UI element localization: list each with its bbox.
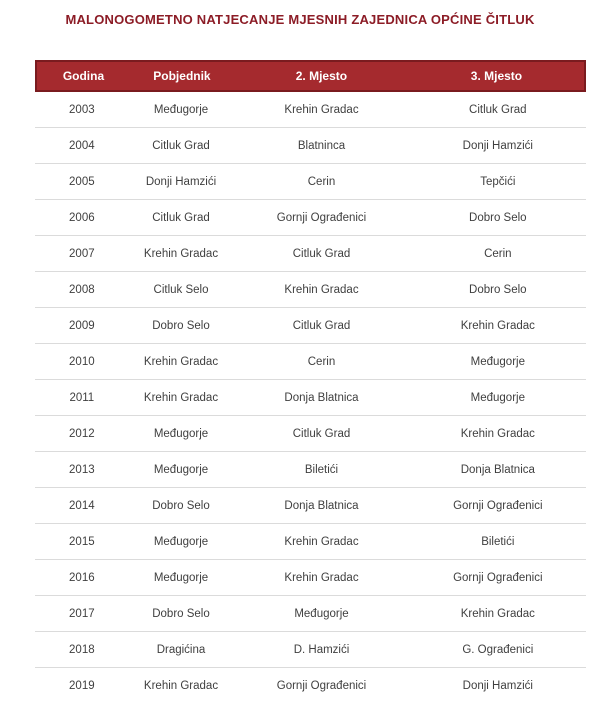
- table-row: [35, 164, 586, 200]
- second-place-cell: Čerin: [307, 355, 336, 368]
- table-row: [35, 272, 586, 308]
- table-row: [35, 488, 586, 524]
- second-place-cell: Međugorje: [294, 607, 349, 620]
- table-row: [35, 416, 586, 452]
- year-cell: 2018: [69, 643, 95, 656]
- table-row: [35, 128, 586, 164]
- winner-cell: Čitluk Grad: [152, 211, 210, 224]
- winner-cell: Čitluk Grad: [152, 139, 210, 152]
- winner-cell: Čitluk Selo: [153, 283, 209, 296]
- year-cell: 2017: [69, 607, 95, 620]
- year-cell: 2013: [69, 463, 95, 476]
- table-row: [35, 308, 586, 344]
- table-body: [35, 92, 586, 703]
- year-cell: 2006: [69, 211, 95, 224]
- second-place-cell: Biletići: [304, 463, 339, 476]
- second-place-cell: Krehin Gradac: [284, 103, 359, 116]
- table-row: [35, 668, 586, 703]
- winner-cell: Međugorje: [153, 535, 209, 548]
- third-place-cell: Dobro Selo: [469, 211, 527, 224]
- winner-cell: Međugorje: [153, 103, 209, 116]
- year-cell: 2010: [69, 355, 95, 368]
- winner-cell: Donji Hamzići: [145, 175, 217, 188]
- third-place-cell: G. Ograđenici: [462, 643, 534, 656]
- second-place-cell: Gornji Ograđenici: [276, 211, 367, 224]
- third-place-cell: Međugorje: [470, 391, 525, 404]
- year-cell: 2015: [69, 535, 95, 548]
- header-cell-2-mjesto: 2. Mjesto: [295, 69, 348, 83]
- winner-cell: Međugorje: [153, 427, 209, 440]
- third-place-cell: Krehin Gradac: [460, 607, 535, 620]
- winner-cell: Dobro Selo: [152, 499, 210, 512]
- third-place-cell: Donji Hamzići: [462, 679, 533, 692]
- table-row: [35, 632, 586, 668]
- winner-cell: Dobro Selo: [152, 607, 210, 620]
- winner-cell: Krehin Gradac: [143, 247, 219, 260]
- winner-cell: Dobro Selo: [152, 319, 210, 332]
- winner-cell: Krehin Gradac: [143, 355, 219, 368]
- third-place-cell: Tepčići: [480, 175, 516, 188]
- second-place-cell: D. Hamzići: [293, 643, 350, 656]
- year-cell: 2004: [69, 139, 95, 152]
- winner-cell: Međugorje: [153, 571, 209, 584]
- results-table: [35, 60, 586, 703]
- header-cell-3-mjesto: 3. Mjesto: [470, 69, 523, 83]
- third-place-cell: Donji Hamzići: [462, 139, 533, 152]
- winner-cell: Međugorje: [153, 463, 209, 476]
- year-cell: 2019: [69, 679, 95, 692]
- header-cell-pobjednik: Pobjednik: [153, 69, 211, 83]
- third-place-cell: Međugorje: [470, 355, 525, 368]
- second-place-cell: Čitluk Grad: [292, 247, 351, 260]
- year-cell: 2011: [69, 391, 95, 404]
- table-row: [35, 560, 586, 596]
- header-cell-godina: Godina: [62, 69, 105, 83]
- second-place-cell: Donja Blatnica: [284, 499, 359, 512]
- table-row: [35, 344, 586, 380]
- second-place-cell: Donja Blatnica: [284, 391, 359, 404]
- second-place-cell: Čitluk Grad: [292, 427, 351, 440]
- third-place-cell: Čitluk Grad: [469, 103, 527, 116]
- table-row: [35, 380, 586, 416]
- table-header-row: [35, 60, 586, 92]
- winner-cell: Dragićina: [156, 643, 206, 656]
- second-place-cell: Krehin Gradac: [284, 283, 359, 296]
- year-cell: 2009: [69, 319, 95, 332]
- year-cell: 2016: [69, 571, 95, 584]
- table-row: [35, 236, 586, 272]
- page-title: MALONOGOMETNO NATJECANJE MJESNIH ZAJEDNICA OPĆINE ČITLUK: [65, 12, 535, 27]
- table-row: [35, 596, 586, 632]
- second-place-cell: Krehin Gradac: [284, 535, 359, 548]
- third-place-cell: Donja Blatnica: [460, 463, 535, 476]
- winner-cell: Krehin Gradac: [143, 679, 219, 692]
- third-place-cell: Gornji Ograđenici: [453, 571, 543, 584]
- third-place-cell: Biletići: [481, 535, 515, 548]
- third-place-cell: Dobro Selo: [469, 283, 527, 296]
- year-cell: 2005: [69, 175, 95, 188]
- second-place-cell: Krehin Gradac: [284, 571, 359, 584]
- second-place-cell: Čerin: [307, 175, 336, 188]
- table-row: [35, 200, 586, 236]
- winner-cell: Krehin Gradac: [143, 391, 219, 404]
- second-place-cell: Čitluk Grad: [292, 319, 351, 332]
- year-cell: 2007: [69, 247, 95, 260]
- year-cell: 2003: [69, 103, 95, 116]
- table-row: [35, 452, 586, 488]
- third-place-cell: Čerin: [484, 247, 512, 260]
- table-row: [35, 524, 586, 560]
- table-row: [35, 92, 586, 128]
- year-cell: 2012: [69, 427, 95, 440]
- third-place-cell: Krehin Gradac: [460, 319, 535, 332]
- second-place-cell: Blatninca: [297, 139, 346, 152]
- second-place-cell: Gornji Ograđenici: [276, 679, 367, 692]
- third-place-cell: Gornji Ograđenici: [453, 499, 543, 512]
- year-cell: 2014: [69, 499, 95, 512]
- year-cell: 2008: [69, 283, 95, 296]
- third-place-cell: Krehin Gradac: [460, 427, 535, 440]
